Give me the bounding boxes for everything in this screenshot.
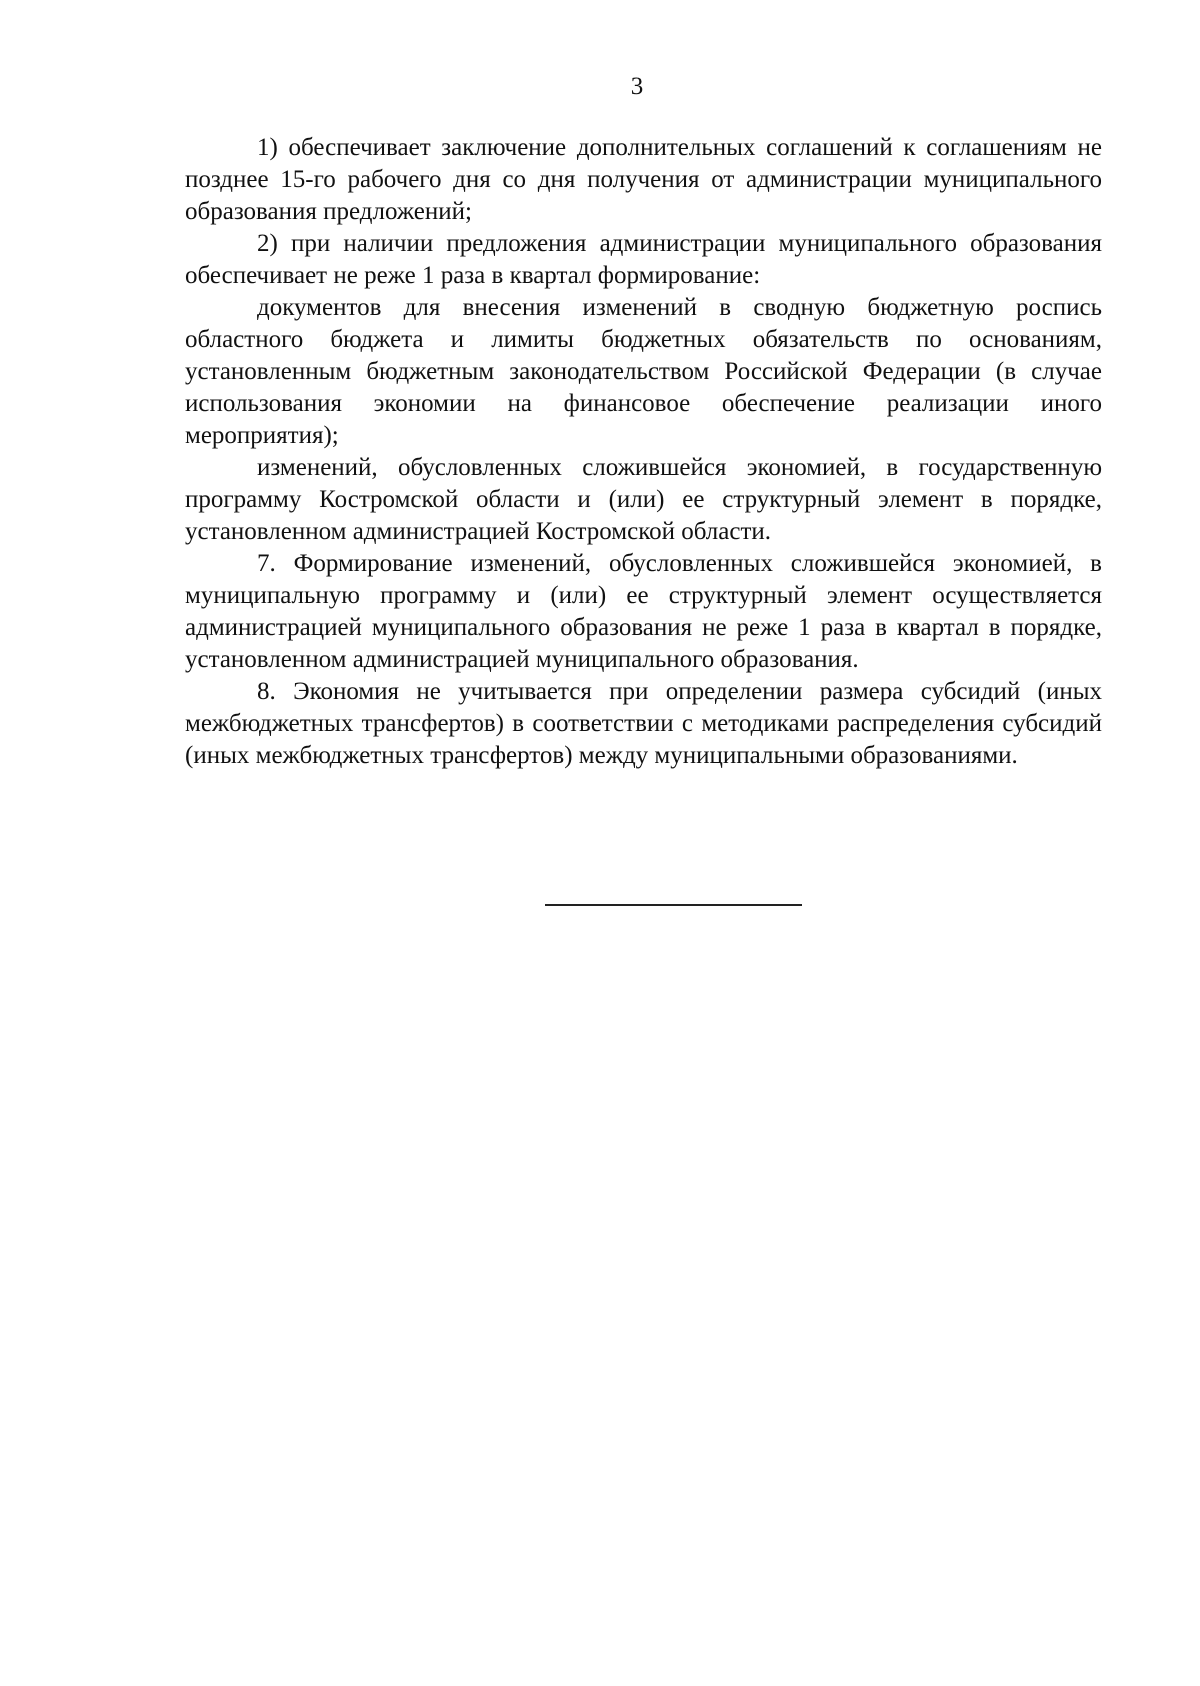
paragraph-item-8: 8. Экономия не учитывается при определении размера субсидий (иных межбюджетных трансфертов) в соответствии с методиками распределения субсидий (иных межбюджетных трансфертов) между муниципальными образованиями. — [185, 678, 1102, 769]
paragraph-budget-documents: документов для внесения изменений в сводную бюджетную роспись областного бюджета и лимиты бюджетных обязательств по основаниям, установленным бюджетным законодательством Российской Федерации (в случае использования экономии на финансовое обеспечение реализации иного мероприятия); — [185, 294, 1102, 449]
document-body — [185, 132, 1102, 772]
paragraph-item-2: 2) при наличии предложения администрации муниципального образования обеспечивает не реже 1 раза в квартал формирование: — [185, 230, 1102, 289]
paragraph-item-7: 7. Формирование изменений, обусловленных сложившейся экономией, в муниципальную программу и (или) ее структурный элемент осуществляется администрацией муниципального образования не реже 1 раза в квартал в порядке, установленном администрацией муниципального образования. — [185, 550, 1102, 673]
page-number: 3 — [630, 73, 644, 100]
paragraph-item-1: 1) обеспечивает заключение дополнительных соглашений к соглашениям не позднее 15-го рабочего дня со дня получения от администрации муниципального образования предложений; — [185, 134, 1102, 225]
end-separator-line — [545, 904, 802, 906]
paragraph-program-changes: изменений, обусловленных сложившейся экономией, в государственную программу Костромской области и (или) ее структурный элемент в порядке, установленном администрацией Костромской области. — [185, 454, 1102, 545]
